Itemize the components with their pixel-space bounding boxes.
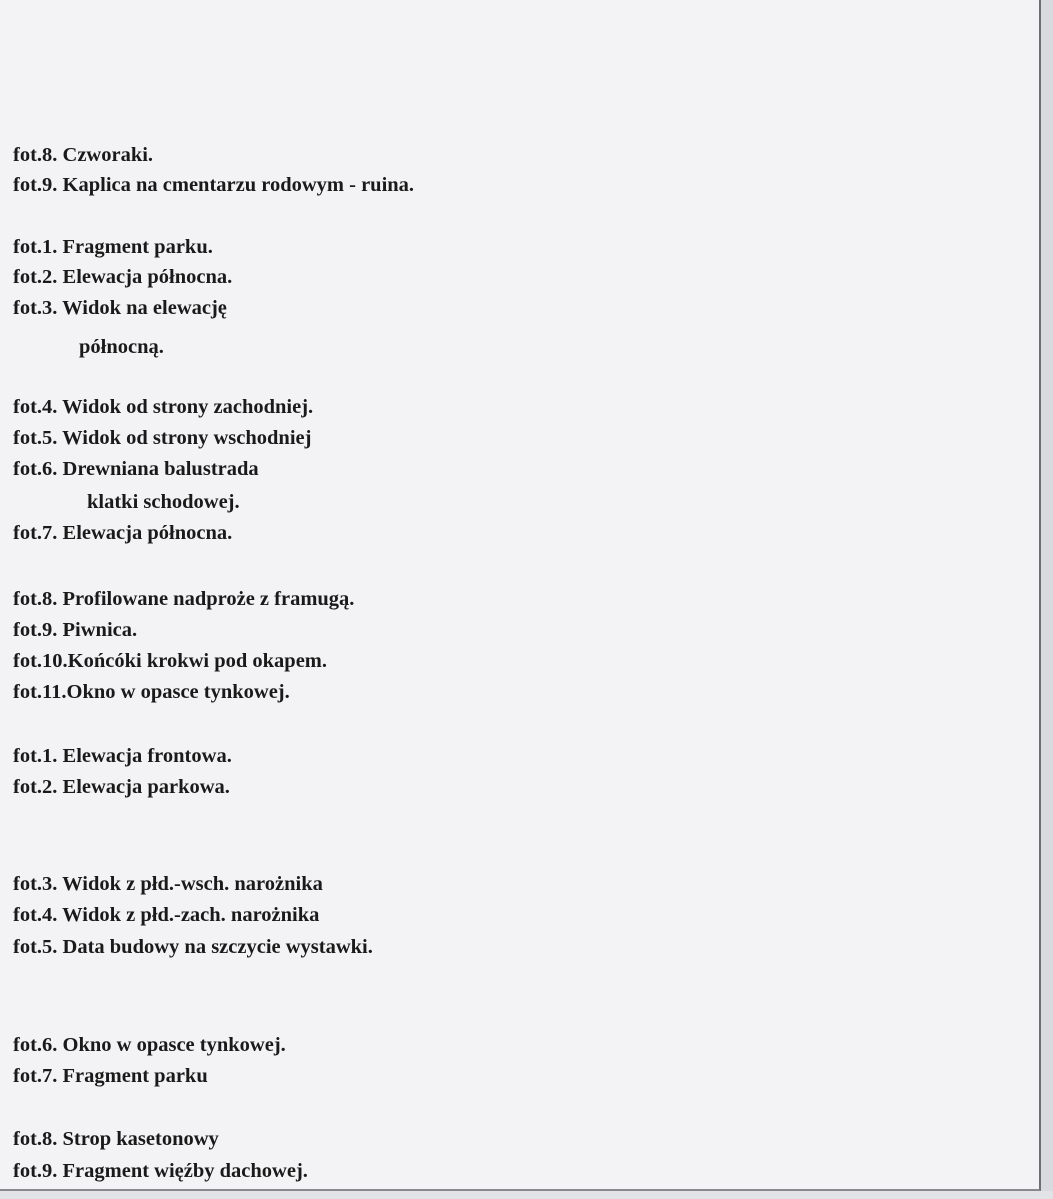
caption-line: fot.9. Piwnica. <box>13 619 138 641</box>
caption-line: fot.4. Widok z płd.-zach. narożnika <box>13 904 320 926</box>
scan-edge-right <box>1041 0 1053 1199</box>
caption-line: fot.1. Elewacja frontowa. <box>13 745 232 767</box>
caption-line: fot.8. Czworaki. <box>13 144 154 166</box>
caption-line: fot.5. Widok od strony wschodniej <box>13 427 312 449</box>
caption-line: fot.8. Strop kasetonowy <box>13 1128 219 1150</box>
caption-line: klatki schodowej. <box>87 491 240 513</box>
caption-line: fot.9. Fragment więźby dachowej. <box>13 1160 308 1182</box>
scan-edge-bottom <box>0 1191 1053 1199</box>
caption-line: fot.8. Profilowane nadproże z framugą. <box>13 588 355 610</box>
caption-line: fot.3. Widok z płd.-wsch. narożnika <box>13 873 323 895</box>
caption-line: fot.2. Elewacja parkowa. <box>13 776 230 798</box>
caption-line: fot.11.Okno w opasce tynkowej. <box>13 681 290 703</box>
caption-line: fot.6. Drewniana balustrada <box>13 458 259 480</box>
caption-line: fot.3. Widok na elewację <box>13 297 227 319</box>
caption-line: fot.7. Fragment parku <box>13 1065 208 1087</box>
caption-line: fot.6. Okno w opasce tynkowej. <box>13 1034 286 1056</box>
caption-line: fot.5. Data budowy na szczycie wystawki. <box>13 936 373 958</box>
caption-line: fot.1. Fragment parku. <box>13 236 213 258</box>
caption-line: fot.4. Widok od strony zachodniej. <box>13 396 314 418</box>
caption-line: fot.7. Elewacja północna. <box>13 522 233 544</box>
caption-line: fot.10.Końcóki krokwi pod okapem. <box>13 650 328 672</box>
caption-line: fot.2. Elewacja północna. <box>13 266 233 288</box>
caption-line: północną. <box>79 336 164 358</box>
caption-line: fot.9. Kaplica na cmentarzu rodowym - ruina. <box>13 174 415 196</box>
